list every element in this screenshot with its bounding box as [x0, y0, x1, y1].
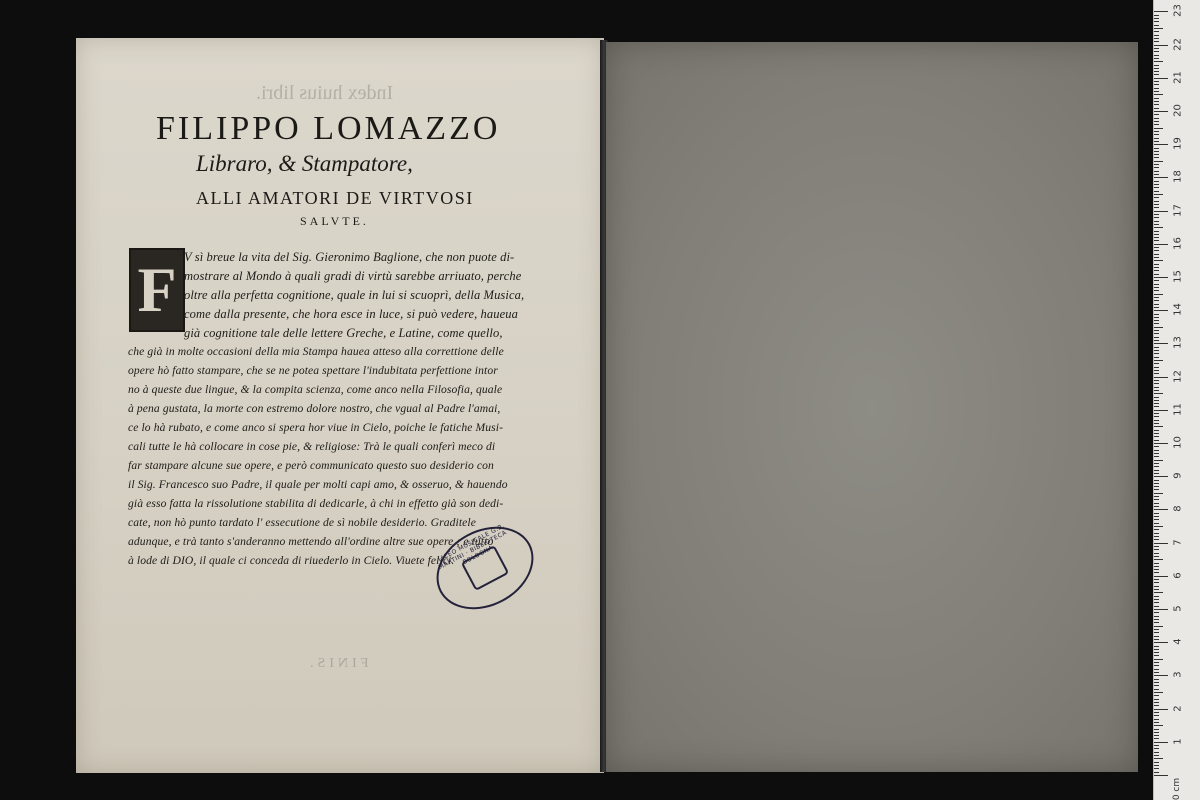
body-line: far stampare alcune sue opere, e però communicato questo suo desiderio con: [128, 459, 494, 472]
ruler-tick: [1154, 347, 1159, 348]
ruler-tick: [1154, 161, 1163, 162]
ruler-tick: [1154, 25, 1159, 26]
ruler-tick: [1154, 81, 1159, 82]
ruler-tick: [1154, 566, 1159, 567]
ruler-tick: [1154, 91, 1159, 92]
body-line: il Sig. Francesco suo Padre, il quale per molti capi amo, & osseruo, & hauendo: [128, 478, 508, 491]
ruler-tick: [1154, 397, 1159, 398]
ruler-tick: [1154, 738, 1159, 739]
decorated-initial: [129, 248, 185, 332]
ruler-tick: [1154, 78, 1168, 79]
ruler-tick: [1154, 74, 1159, 75]
ruler-tick: [1154, 244, 1168, 245]
ruler-tick: [1154, 463, 1159, 464]
ruler-number: 21: [1172, 70, 1184, 84]
ruler-tick: [1154, 725, 1163, 726]
salute-line: SALVTE.: [300, 214, 369, 228]
ruler-tick: [1154, 516, 1159, 517]
ruler-tick: [1154, 493, 1163, 494]
ruler-tick: [1154, 373, 1159, 374]
ruler-tick: [1154, 636, 1159, 637]
ruler-tick: [1154, 549, 1159, 550]
ruler-tick: [1154, 217, 1159, 218]
ruler-tick: [1154, 506, 1159, 507]
ruler-tick: [1154, 71, 1159, 72]
ruler-number: 2: [1172, 704, 1184, 712]
ruler-tick: [1154, 446, 1159, 447]
body-line: cate, non hò punto tardato l' essecutione de sì nobile desiderio. Graditele: [128, 516, 476, 529]
ruler-tick: [1154, 639, 1159, 640]
ruler-number: 7: [1172, 538, 1184, 546]
ruler-tick: [1154, 450, 1159, 451]
ruler-tick: [1154, 340, 1159, 341]
ruler-tick: [1154, 426, 1163, 427]
ruler-tick: [1154, 596, 1159, 597]
ruler-tick: [1154, 18, 1159, 19]
ruler-tick: [1154, 430, 1159, 431]
ruler-tick: [1154, 84, 1159, 85]
printer-name: FILIPPO LOMAZZO: [156, 110, 501, 147]
ruler-tick: [1154, 436, 1159, 437]
ruler-tick: [1154, 669, 1159, 670]
ruler-tick: [1154, 393, 1163, 394]
ruler-tick: [1154, 606, 1159, 607]
ruler-tick: [1154, 264, 1159, 265]
ruler-tick: [1154, 343, 1168, 344]
ruler-number: 10: [1172, 436, 1184, 449]
initial-letter: F: [137, 254, 177, 325]
ruler-tick: [1154, 705, 1159, 706]
ruler-tick: [1154, 191, 1159, 192]
ruler-tick: [1154, 456, 1159, 457]
ruler-tick: [1154, 240, 1159, 241]
ruler-tick: [1154, 327, 1163, 328]
ruler-tick: [1154, 563, 1159, 564]
ruler-tick: [1154, 556, 1159, 557]
ruler-tick: [1154, 148, 1159, 149]
ruler-tick: [1154, 260, 1163, 261]
ruler-tick: [1154, 300, 1159, 301]
ruler-tick: [1154, 111, 1168, 112]
ruler-tick: [1154, 330, 1159, 331]
ruler-tick: [1154, 629, 1159, 630]
ruler-tick: [1154, 685, 1159, 686]
ruler-tick: [1154, 632, 1159, 633]
ruler-tick: [1154, 649, 1159, 650]
ruler-tick: [1154, 752, 1159, 753]
ruler-number: 18: [1172, 170, 1184, 184]
ruler-tick: [1154, 433, 1159, 434]
ruler-tick: [1154, 496, 1159, 497]
ruler-tick: [1154, 646, 1159, 647]
ruler-tick: [1154, 489, 1159, 490]
ruler-tick: [1154, 420, 1159, 421]
ruler-tick: [1154, 277, 1168, 278]
ruler-tick: [1154, 144, 1168, 145]
ruler-tick: [1154, 138, 1159, 139]
ruler-tick: [1154, 576, 1168, 577]
ruler-tick: [1154, 775, 1168, 776]
ruler-number: 14: [1172, 303, 1184, 317]
ruler-number: 20: [1172, 104, 1184, 117]
ruler-tick: [1154, 626, 1163, 627]
ruler-tick: [1154, 94, 1163, 95]
ruler-tick: [1154, 572, 1159, 573]
ruler-tick: [1154, 128, 1163, 129]
ruler-tick: [1154, 167, 1159, 168]
ruler-tick: [1154, 655, 1159, 656]
ruler-tick: [1154, 304, 1159, 305]
ruler-tick: [1154, 709, 1168, 710]
ruler-tick: [1154, 270, 1159, 271]
ruler-tick: [1154, 586, 1159, 587]
ruler-tick: [1154, 310, 1168, 311]
ruler-tick: [1154, 48, 1159, 49]
ruler-tick: [1154, 619, 1159, 620]
ruler-tick: [1154, 480, 1159, 481]
ruler-tick: [1154, 234, 1159, 235]
ruler-tick: [1154, 157, 1159, 158]
right-page-blank-cover: [606, 42, 1138, 772]
ruler-tick: [1154, 151, 1159, 152]
ruler-tick: [1154, 194, 1163, 195]
ruler-tick: [1154, 546, 1159, 547]
ruler-tick: [1154, 51, 1159, 52]
ruler-tick: [1154, 413, 1159, 414]
ruler-tick: [1154, 652, 1159, 653]
ruler-tick: [1154, 207, 1159, 208]
body-line: cali tutte le hà collocare in cose pie, & religiose: Trà le quali conferì meco di: [128, 440, 496, 453]
ruler-tick: [1154, 45, 1168, 46]
ruler-tick: [1154, 290, 1159, 291]
ruler-number: 4: [1172, 638, 1184, 645]
ruler-tick: [1154, 11, 1168, 12]
ruler-tick: [1154, 523, 1159, 524]
ruler-tick: [1154, 58, 1159, 59]
ruler-tick: [1154, 602, 1159, 603]
ruler-tick: [1154, 748, 1159, 749]
ruler-number: 3: [1172, 671, 1184, 679]
ruler-unit: 0 cm: [1172, 777, 1183, 800]
ruler-tick: [1154, 406, 1159, 407]
ruler-tick: [1154, 609, 1168, 610]
ruler-tick: [1154, 719, 1159, 720]
ruler-tick: [1154, 536, 1159, 537]
ruler-number: 19: [1172, 137, 1184, 151]
ruler-tick: [1154, 383, 1159, 384]
ruler-tick: [1154, 247, 1159, 248]
ruler-tick: [1154, 486, 1159, 487]
ruler-tick: [1154, 483, 1159, 484]
ruler-number: 17: [1172, 203, 1184, 217]
ruler-tick: [1154, 284, 1159, 285]
ruler-tick: [1154, 539, 1159, 540]
left-page: [76, 38, 604, 773]
ruler-tick: [1154, 466, 1159, 467]
ruler-number: 16: [1172, 236, 1184, 250]
ruler-tick: [1154, 221, 1159, 222]
ruler-tick: [1154, 729, 1159, 730]
ruler-tick: [1154, 41, 1159, 42]
ruler-tick: [1154, 55, 1159, 56]
ruler-tick: [1154, 695, 1159, 696]
ruler-tick: [1154, 88, 1159, 89]
ruler-tick: [1154, 423, 1159, 424]
ruler-tick: [1154, 416, 1159, 417]
ruler-tick: [1154, 101, 1159, 102]
ruler-tick: [1154, 513, 1159, 514]
ruler-tick: [1154, 476, 1168, 477]
ruler-tick: [1154, 559, 1163, 560]
body-line: già cognitione tale delle lettere Greche, e Latine, come quello,: [184, 326, 503, 340]
ruler-tick: [1154, 15, 1159, 16]
ruler-tick: [1154, 224, 1159, 225]
ruler-tick: [1154, 659, 1163, 660]
ruler-tick: [1154, 715, 1159, 716]
ruler-tick: [1154, 211, 1168, 212]
ruler-tick: [1154, 214, 1159, 215]
ruler-tick: [1154, 154, 1159, 155]
ruler-tick: [1154, 519, 1159, 520]
ruler-tick: [1154, 732, 1159, 733]
body-line: à lode di DIO, il quale ci conceda di riuederlo in Cielo. Viuete felici.: [128, 554, 455, 567]
ruler-number: 1: [1172, 738, 1184, 745]
ruler-tick: [1154, 267, 1159, 268]
ruler-tick: [1154, 337, 1159, 338]
ruler-tick: [1154, 529, 1159, 530]
ruler-tick: [1154, 317, 1159, 318]
ruler-number: 22: [1172, 37, 1184, 51]
dedication-line: ALLI AMATORI DE VIRTVOSI: [196, 188, 474, 208]
ruler-tick: [1154, 612, 1159, 613]
ruler-tick: [1154, 682, 1159, 683]
printer-role: Libraro, & Stampatore,: [196, 151, 413, 176]
ruler-tick: [1154, 616, 1159, 617]
ruler-tick: [1154, 762, 1159, 763]
ruler-tick: [1154, 665, 1159, 666]
ruler-tick: [1154, 473, 1159, 474]
ruler-tick: [1154, 592, 1163, 593]
ruler-tick: [1154, 679, 1159, 680]
ruler-tick: [1154, 181, 1159, 182]
ruler-tick: [1154, 380, 1159, 381]
ruler-tick: [1154, 755, 1159, 756]
body-line: adunque, e trà tanto s'anderanno mettendo all'ordine altre sue opere ; e tutto: [128, 535, 494, 548]
show-through-finis: FINIS.: [306, 656, 369, 671]
ruler-tick: [1154, 533, 1159, 534]
ruler-tick: [1154, 350, 1159, 351]
ruler-tick: [1154, 231, 1159, 232]
ruler-tick: [1154, 675, 1168, 676]
ruler-tick: [1154, 307, 1159, 308]
ruler-tick: [1154, 131, 1159, 132]
ruler-tick: [1154, 287, 1159, 288]
ruler-tick: [1154, 250, 1159, 251]
ruler-tick: [1154, 662, 1159, 663]
ruler-tick: [1154, 121, 1159, 122]
ruler-tick: [1154, 689, 1159, 690]
ruler-tick: [1154, 742, 1168, 743]
ruler-number: 6: [1172, 572, 1184, 579]
ruler-number: 5: [1172, 605, 1184, 612]
ruler-tick: [1154, 410, 1168, 411]
body-line: ce lo hà rubato, e come anco si spera hor viue in Cielo, poiche le fatiche Musi-: [128, 421, 504, 434]
ruler-tick: [1154, 722, 1159, 723]
ruler-tick: [1154, 367, 1159, 368]
ruler-tick: [1154, 114, 1159, 115]
ruler-tick: [1154, 702, 1159, 703]
ruler-tick: [1154, 257, 1159, 258]
body-line: mostrare al Mondo à quali gradi di virtù sarebbe arriuato, perche: [184, 269, 522, 283]
show-through-index: Index huius libri.: [256, 82, 394, 104]
ruler-tick: [1154, 171, 1159, 172]
ruler-tick: [1154, 599, 1159, 600]
ruler-number: 23: [1172, 4, 1184, 18]
ruler-tick: [1154, 314, 1159, 315]
ruler-tick: [1154, 582, 1159, 583]
ruler-tick: [1154, 712, 1159, 713]
ruler-tick: [1154, 274, 1159, 275]
ruler-tick: [1154, 108, 1159, 109]
body-line: già esso fatta la rissolutione stabilita di dedicarle, à chi in effetto già son dedi-: [128, 497, 504, 510]
ruler-tick: [1154, 377, 1168, 378]
ruler-tick: [1154, 589, 1159, 590]
ruler-tick: [1154, 543, 1168, 544]
ruler-tick: [1154, 357, 1159, 358]
ruler-tick: [1154, 360, 1163, 361]
body-line: no à queste due lingue, & la compita scienza, come anco nella Filosofia, quale: [128, 383, 503, 396]
ruler-tick: [1154, 184, 1159, 185]
body-line: V sì breue la vita del Sig. Gieronimo Baglione, che non puote di-: [184, 250, 515, 264]
ruler-tick: [1154, 164, 1159, 165]
ruler-tick: [1154, 118, 1159, 119]
ruler-tick: [1154, 370, 1159, 371]
ruler-tick: [1154, 642, 1168, 643]
ruler-tick: [1154, 177, 1168, 178]
ruler-tick: [1154, 31, 1159, 32]
ruler-tick: [1154, 745, 1159, 746]
ruler-tick: [1154, 509, 1168, 510]
ruler-tick: [1154, 387, 1159, 388]
ruler-tick: [1154, 21, 1159, 22]
ruler-tick: [1154, 569, 1159, 570]
ruler-tick: [1154, 553, 1159, 554]
measuring-ruler: [1153, 0, 1200, 800]
ruler-tick: [1154, 280, 1159, 281]
ruler-tick: [1154, 124, 1159, 125]
ruler-tick: [1154, 197, 1159, 198]
ruler-tick: [1154, 28, 1163, 29]
ruler-number: 13: [1172, 336, 1184, 350]
ruler-tick: [1154, 353, 1159, 354]
ruler-number: 11: [1172, 402, 1184, 416]
ruler-tick: [1154, 440, 1159, 441]
ruler-tick: [1154, 735, 1159, 736]
ruler-number: 15: [1172, 270, 1184, 283]
ruler-tick: [1154, 98, 1159, 99]
ruler-tick: [1154, 323, 1159, 324]
ruler-tick: [1154, 672, 1159, 673]
ruler-tick: [1154, 768, 1159, 769]
ruler-tick: [1154, 443, 1168, 444]
ruler-tick: [1154, 227, 1163, 228]
ruler-tick: [1154, 460, 1163, 461]
ruler-number: 12: [1172, 369, 1184, 383]
ruler-tick: [1154, 68, 1159, 69]
ruler-tick: [1154, 758, 1163, 759]
ruler-tick: [1154, 470, 1159, 471]
ruler-tick: [1154, 38, 1159, 39]
ruler-tick: [1154, 333, 1159, 334]
body-line: à pena gustata, la morte con estremo dolore nostro, che vgual al Padre l'amai,: [128, 402, 501, 415]
ruler-tick: [1154, 65, 1159, 66]
ruler-tick: [1154, 363, 1159, 364]
ruler-tick: [1154, 699, 1159, 700]
ruler-tick: [1154, 622, 1159, 623]
ruler-tick: [1154, 453, 1159, 454]
ruler-tick: [1154, 204, 1159, 205]
ruler-tick: [1154, 503, 1159, 504]
ruler-tick: [1154, 499, 1159, 500]
ruler-tick: [1154, 403, 1159, 404]
ruler-tick: [1154, 772, 1159, 773]
ruler-tick: [1154, 579, 1159, 580]
ruler-tick: [1154, 61, 1163, 62]
body-line: che già in molte occasioni della mia Stampa hauea atteso alla correttione delle: [128, 345, 504, 358]
ruler-tick: [1154, 320, 1159, 321]
ruler-number: 8: [1172, 505, 1184, 513]
body-line: oltre alla perfetta cognitione, quale in lui si scuoprì, della Musica,: [184, 288, 525, 302]
ruler-tick: [1154, 526, 1163, 527]
ruler-tick: [1154, 134, 1159, 135]
ruler-tick: [1154, 692, 1163, 693]
ruler-tick: [1154, 254, 1159, 255]
ruler-tick: [1154, 201, 1159, 202]
ruler-tick: [1154, 765, 1159, 766]
ruler-tick: [1154, 187, 1159, 188]
ruler-tick: [1154, 174, 1159, 175]
ruler-tick: [1154, 237, 1159, 238]
ruler-tick: [1154, 294, 1163, 295]
ruler-tick: [1154, 390, 1159, 391]
ruler-tick: [1154, 35, 1159, 36]
body-line: opere hò fatto stampare, che se ne potea spettare l'indubitata perfettione intor: [128, 364, 498, 377]
ruler-number: 9: [1172, 472, 1184, 479]
ruler-tick: [1154, 297, 1159, 298]
body-line: come dalla presente, che hora esce in luce, si può vedere, haueua: [184, 307, 518, 321]
stamp-text: LICEO MUSICALE G.B. MARTINI · BIBLIOTECA · BOLOGNA: [437, 522, 513, 572]
ruler-tick: [1154, 400, 1159, 401]
ruler-tick: [1154, 104, 1159, 105]
ruler-tick: [1154, 141, 1159, 142]
